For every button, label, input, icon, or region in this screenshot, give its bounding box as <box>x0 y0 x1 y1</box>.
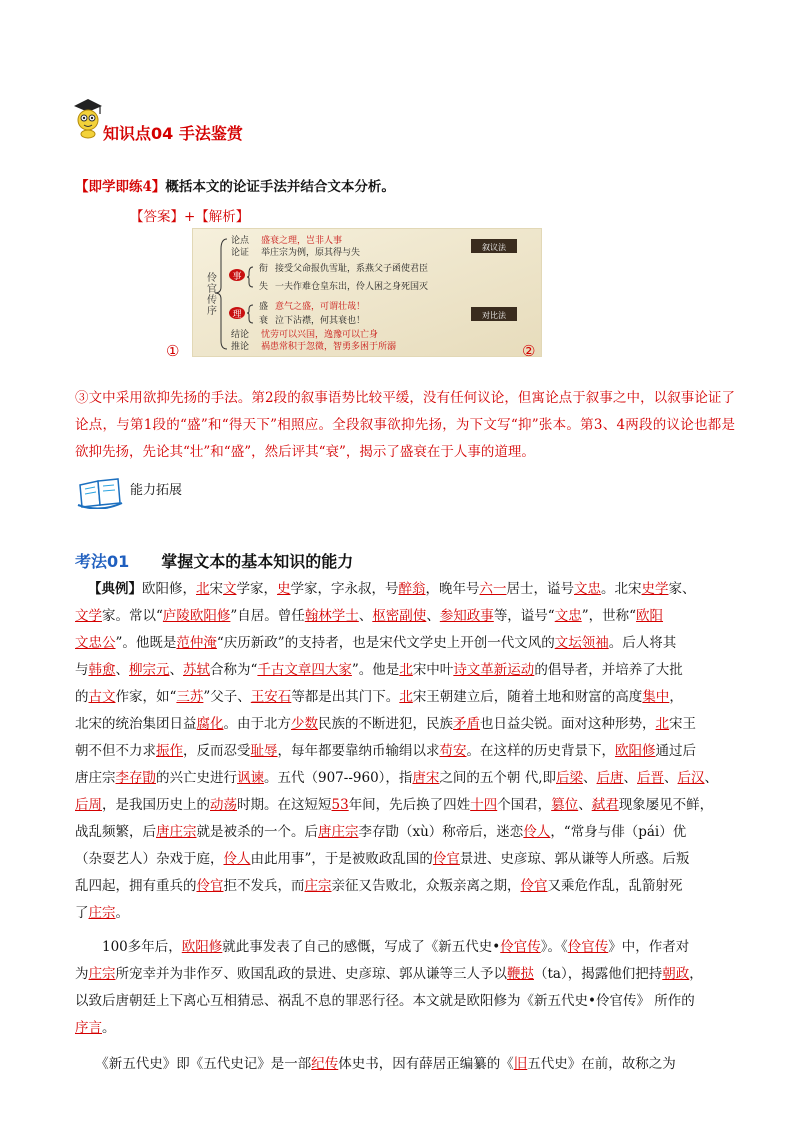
underlined-term: 少数 <box>291 716 318 732</box>
body-line <box>88 577 696 597</box>
underlined-term: 后晋 <box>637 770 665 786</box>
analysis-paragraph: ③文中采用欲抑先扬的手法。第2段的叙事语势比较平缓，没有任何议论，但寓论点于叙事之中，以叙事论证了论点，与第1段的“盛”和“得天下”相照应。全段叙事欲抑先扬，为下文写“抑”张本。第3、4两段的议论也都是欲抑先扬，先论其“壮”和“盛”，然后评其“衰”，揭示了盛衰在于人事的道理。 <box>75 390 735 460</box>
example-tag: 【典例】 <box>88 581 142 597</box>
underlined-term: 六一 <box>479 581 507 597</box>
diagram-title-char: 传 <box>207 295 217 306</box>
body-text: 。北宋 <box>601 581 642 597</box>
body-text: （杂耍艺人）杂戏于庭， <box>75 851 224 867</box>
underlined-term: 醉翁 <box>398 581 426 597</box>
body-text: 居士，谥号 <box>506 581 574 597</box>
body-text: 朝不但不力求 <box>75 743 156 759</box>
body-text: 家。常以“ <box>102 608 163 624</box>
diagram-title-char: 序 <box>207 306 217 317</box>
kaofa-title: 掌握文本的基本知识的能力 <box>161 552 354 571</box>
underlined-term: 文忠公 <box>75 635 116 651</box>
underlined-term: 庄宗 <box>88 905 116 921</box>
diagram-row-text: 接受父命报仇雪耻，系燕父子函使君臣 <box>275 264 429 274</box>
body-text: 时期。在这短短 <box>237 797 332 813</box>
underlined-term: 范仲淹 <box>176 635 217 651</box>
diagram-row-text: 一夫作难仓皇东出，伶人困之身死国灭 <box>275 282 429 292</box>
body-text: 。后人将其 <box>608 635 677 651</box>
body-text: 合称为“ <box>210 662 258 678</box>
body-text: ，是我国历史上的 <box>102 797 210 813</box>
body-text: 、 <box>169 662 183 678</box>
underlined-term: 朝政 <box>662 966 690 982</box>
answer-label: 【答案】+【解析】 <box>130 209 250 225</box>
underlined-term: 王安石 <box>250 689 292 705</box>
tag-top: 叙议法 <box>482 243 506 252</box>
diagram-row-label: 推论 <box>231 342 250 352</box>
body-text: 宋中叶 <box>412 662 454 678</box>
underlined-term: 后梁 <box>556 770 584 786</box>
body-text: 。 <box>102 1020 116 1036</box>
body-line <box>75 989 695 1009</box>
underlined-term: 振作 <box>156 743 183 759</box>
body-line <box>75 1016 116 1036</box>
kaofa-heading <box>75 549 353 572</box>
underlined-term: 庄宗 <box>88 966 116 982</box>
underlined-term: 文忠 <box>554 608 582 624</box>
underlined-term: 纪传 <box>311 1056 339 1072</box>
diagram-row-text: 举庄宗为例，原其得与失 <box>261 248 361 258</box>
body-text: 的 <box>75 689 89 705</box>
underlined-term: 史 <box>277 581 291 597</box>
underlined-term: 史学 <box>641 581 669 597</box>
body-text: 为 <box>75 966 89 982</box>
underlined-term: 篡位 <box>551 797 579 813</box>
circle-label-1: ① <box>166 342 180 360</box>
badge-li-text: 理 <box>232 310 242 320</box>
body-text: 景进、史彦琼、郭从谦等人所惑。后叛 <box>459 851 690 867</box>
underlined-term: 庄宗 <box>304 878 332 894</box>
body-text: 以致后唐朝廷上下离心互相猜忌、祸乱不息的罪恶行径。本文就是欧阳修为《新五代史•伶官传》 所作的 <box>75 993 695 1009</box>
body-text: 。 <box>115 905 129 921</box>
body-text: 拒不发兵，而 <box>223 878 305 894</box>
underlined-term: 唐宋 <box>412 770 440 786</box>
body-text: 之间的五个朝 代,即 <box>439 770 557 786</box>
body-text: 北宋的统治集团日益 <box>75 716 197 732</box>
underlined-term: 鞭挞 <box>507 966 534 982</box>
underlined-term: 苟安 <box>439 743 467 759</box>
badge-shi-text: 事 <box>232 272 242 282</box>
kaofa-tag: 考法01 <box>75 552 130 571</box>
body-text: 宋王朝建立后，随着土地和财富的高度 <box>412 689 643 705</box>
diagram-row-label: 结论 <box>231 330 250 340</box>
diagram-row-text: 意气之盛，可谓壮哉！ <box>275 302 366 312</box>
body-text: 又乘危作乱，乱箭射死 <box>547 878 683 894</box>
underlined-term: 古文 <box>88 689 116 705</box>
underlined-term: 腐化 <box>196 716 224 732</box>
body-text: 五代史》在前，故称之为 <box>527 1056 676 1072</box>
underlined-term: 韩愈 <box>88 662 116 678</box>
body-text: 年间，先后换了四姓 <box>348 797 471 813</box>
diagram-row-label: 失 <box>259 282 269 292</box>
body-text: 。在这样的历史背景下， <box>466 743 615 759</box>
body-text: 、 <box>583 770 597 786</box>
body-text: 的倡导者，并培养了大批 <box>534 662 683 678</box>
tag-bottom: 对比法 <box>482 311 506 320</box>
body-text: ，反而忍受 <box>183 743 251 759</box>
body-text: 也日益尖锐。面对这种形势， <box>480 716 656 732</box>
underlined-term: 动荡 <box>210 797 237 813</box>
body-text: 作家，如“ <box>115 689 177 705</box>
body-text: 、 <box>704 770 719 786</box>
underlined-term: 旧 <box>513 1056 528 1072</box>
body-text: 、 <box>623 770 638 786</box>
underlined-term: 53 <box>331 797 349 813</box>
body-text: 、 <box>426 608 440 624</box>
underlined-term: 千古文章四大家 <box>257 662 352 678</box>
body-text: 学家，字永叔，号 <box>290 581 399 597</box>
body-text: 家、 <box>668 581 696 597</box>
body-text: “庆历新政”的支持者，也是宋代文学史上开创一代文风的 <box>216 635 555 651</box>
body-text: 、 <box>358 608 373 624</box>
body-line <box>75 1052 676 1072</box>
body-text: ，“常身与俳（pái）优 <box>550 824 687 840</box>
scholar-logo-icon <box>72 96 104 144</box>
body-text: 等都是出其门下。 <box>291 689 400 705</box>
body-text: ”。他是 <box>351 662 400 678</box>
underlined-term: 伶官 <box>196 878 224 894</box>
body-text: 、 <box>578 797 592 813</box>
underlined-term: 北 <box>196 581 210 597</box>
diagram-row-label: 论点 <box>231 236 250 246</box>
underlined-term: 北 <box>399 662 413 678</box>
diagram-title-char: 伶 <box>207 273 217 284</box>
underlined-term: 柳宗元 <box>129 662 170 678</box>
body-text: 。由于北方 <box>223 716 291 732</box>
body-line <box>75 935 689 955</box>
underlined-term: 后唐 <box>596 770 624 786</box>
ability-label: 能力拓展 <box>130 483 183 498</box>
body-text: 亲征又告败北，众叛亲离之期， <box>331 878 521 894</box>
diagram-row-label: 论证 <box>231 248 250 258</box>
underlined-term: 序言 <box>75 1020 102 1036</box>
underlined-term: 伶官 <box>432 851 460 867</box>
body-text: ，晚年号 <box>425 581 480 597</box>
body-text: ”。他既是 <box>115 635 177 651</box>
circle-label-2: ② <box>522 342 536 360</box>
body-line <box>75 820 686 840</box>
diagram-row-text: 泣下沾襟，何其衰也！ <box>275 316 366 326</box>
body-line <box>75 739 696 759</box>
underlined-term: 伶人 <box>523 824 551 840</box>
body-line <box>75 604 663 624</box>
body-text: 宋 <box>209 581 223 597</box>
body-text: 等，谥号“ <box>493 608 555 624</box>
underlined-term: 后周 <box>75 797 102 813</box>
diagram-row-label: 衔 <box>259 264 269 274</box>
body-text: 《新五代史》即《五代史记》是一部 <box>75 1056 312 1072</box>
diagram-row-label: 盛 <box>259 302 269 312</box>
body-text: 战乱频繁，后 <box>75 824 156 840</box>
diagram-row-text: 忧劳可以兴国，逸豫可以亡身 <box>261 330 379 340</box>
underlined-term: 唐庄宗 <box>156 824 197 840</box>
body-text: ， <box>669 689 683 705</box>
underlined-term: 文忠 <box>574 581 601 597</box>
underlined-term: 十四 <box>470 797 498 813</box>
body-text: ”父子、 <box>203 689 251 705</box>
body-line <box>75 874 683 894</box>
practice-tag: 【即学即练4】 <box>75 179 166 195</box>
body-text: 所宠幸并为非作歹、败国乱政的景进、史彦琼、郭从谦等三人予以 <box>115 966 507 982</box>
body-text: ，每年都要靠纳币输绢以求 <box>277 743 440 759</box>
underlined-term: 参知政事 <box>439 608 494 624</box>
structure-diagram <box>192 228 542 357</box>
diagram-row-text: 盛衰之理，岂非人事 <box>261 236 343 246</box>
underlined-term: 后汉 <box>677 770 705 786</box>
diagram-row-text: 祸患常积于忽微，智勇多困于所溺 <box>261 342 397 352</box>
body-text: 就是被杀的一个。后 <box>196 824 318 840</box>
underlined-term: 矛盾 <box>453 716 480 732</box>
body-text: 就此事发表了自己的感慨，写成了《新五代史• <box>222 939 501 955</box>
body-text: 乱四起，拥有重兵的 <box>75 878 197 894</box>
body-text: 体史书，因有薛居正编纂的《 <box>338 1056 514 1072</box>
underlined-term: 文 <box>223 581 237 597</box>
body-text: 学家， <box>236 581 277 597</box>
body-text: 个国君， <box>497 797 552 813</box>
underlined-term: 唐庄宗 <box>318 824 359 840</box>
body-line <box>75 685 683 705</box>
body-text: 、 <box>115 662 129 678</box>
body-text: ， <box>689 966 703 982</box>
body-line <box>75 631 676 651</box>
book-icon <box>76 477 124 513</box>
underlined-term: 李存勖 <box>115 770 156 786</box>
practice-question <box>75 175 395 195</box>
body-text: 宋王 <box>669 716 696 732</box>
underlined-term: 三苏 <box>176 689 204 705</box>
body-text: 欧阳修， <box>142 581 196 597</box>
underlined-term: 文坛领袖 <box>554 635 609 651</box>
underlined-term: 伶官传 <box>500 939 541 955</box>
underlined-term: 北 <box>399 689 413 705</box>
body-text: ”自居。曾任 <box>230 608 305 624</box>
body-line <box>75 793 713 813</box>
underlined-term: 欧阳修 <box>615 743 656 759</box>
underlined-term: 诗文革新运动 <box>453 662 535 678</box>
underlined-term: 翰林学士 <box>304 608 359 624</box>
body-text: 了 <box>75 905 89 921</box>
underlined-term: 文学 <box>75 608 102 624</box>
body-text: ”，世称“ <box>581 608 637 624</box>
underlined-term: 伶官传 <box>567 939 609 955</box>
underlined-term: 北 <box>655 716 669 732</box>
underlined-term: 欧阳 <box>636 608 664 624</box>
body-text: 李存勖（xù）称帝后，迷恋 <box>358 824 524 840</box>
body-line <box>75 766 718 786</box>
underlined-term: 耻辱 <box>250 743 278 759</box>
underlined-term: 集中 <box>642 689 670 705</box>
body-line <box>75 658 683 678</box>
underlined-term: 伶官 <box>520 878 548 894</box>
underlined-term: 弑君 <box>591 797 619 813</box>
body-text: 与 <box>75 662 89 678</box>
section-heading: 知识点04 手法鉴赏 <box>103 124 243 143</box>
body-text: 》中，作者对 <box>608 939 690 955</box>
body-text: 100多年后， <box>75 939 182 955</box>
body-text: 现象屡见不鲜， <box>618 797 714 813</box>
body-line <box>75 847 689 867</box>
underlined-term: 枢密副使 <box>372 608 427 624</box>
body-text: 。五代（907--960），指 <box>264 770 413 786</box>
body-text: 的兴亡史进行 <box>156 770 237 786</box>
body-text: 》。《 <box>540 939 568 955</box>
diagram-title-char: 官 <box>207 284 217 295</box>
body-text: （ta），揭露他们把持 <box>534 966 663 982</box>
diagram-row-label: 衰 <box>259 316 269 326</box>
body-line <box>75 712 696 732</box>
underlined-term: 庐陵欧阳修 <box>162 608 231 624</box>
body-line <box>75 962 703 982</box>
body-text: 由此用事”，于是被败政乱国的 <box>250 851 433 867</box>
underlined-term: 伶人 <box>223 851 251 867</box>
body-text: 民族的不断进犯，民族 <box>318 716 453 732</box>
underlined-term: 苏轼 <box>183 662 210 678</box>
underlined-term: 讽谏 <box>237 770 264 786</box>
body-text: 通过后 <box>655 743 696 759</box>
practice-text: 概括本文的论证手法并结合文本分析。 <box>165 179 395 195</box>
underlined-term: 欧阳修 <box>181 939 223 955</box>
body-text: 唐庄宗 <box>75 770 116 786</box>
body-text: 、 <box>664 770 678 786</box>
body-line <box>75 901 129 921</box>
